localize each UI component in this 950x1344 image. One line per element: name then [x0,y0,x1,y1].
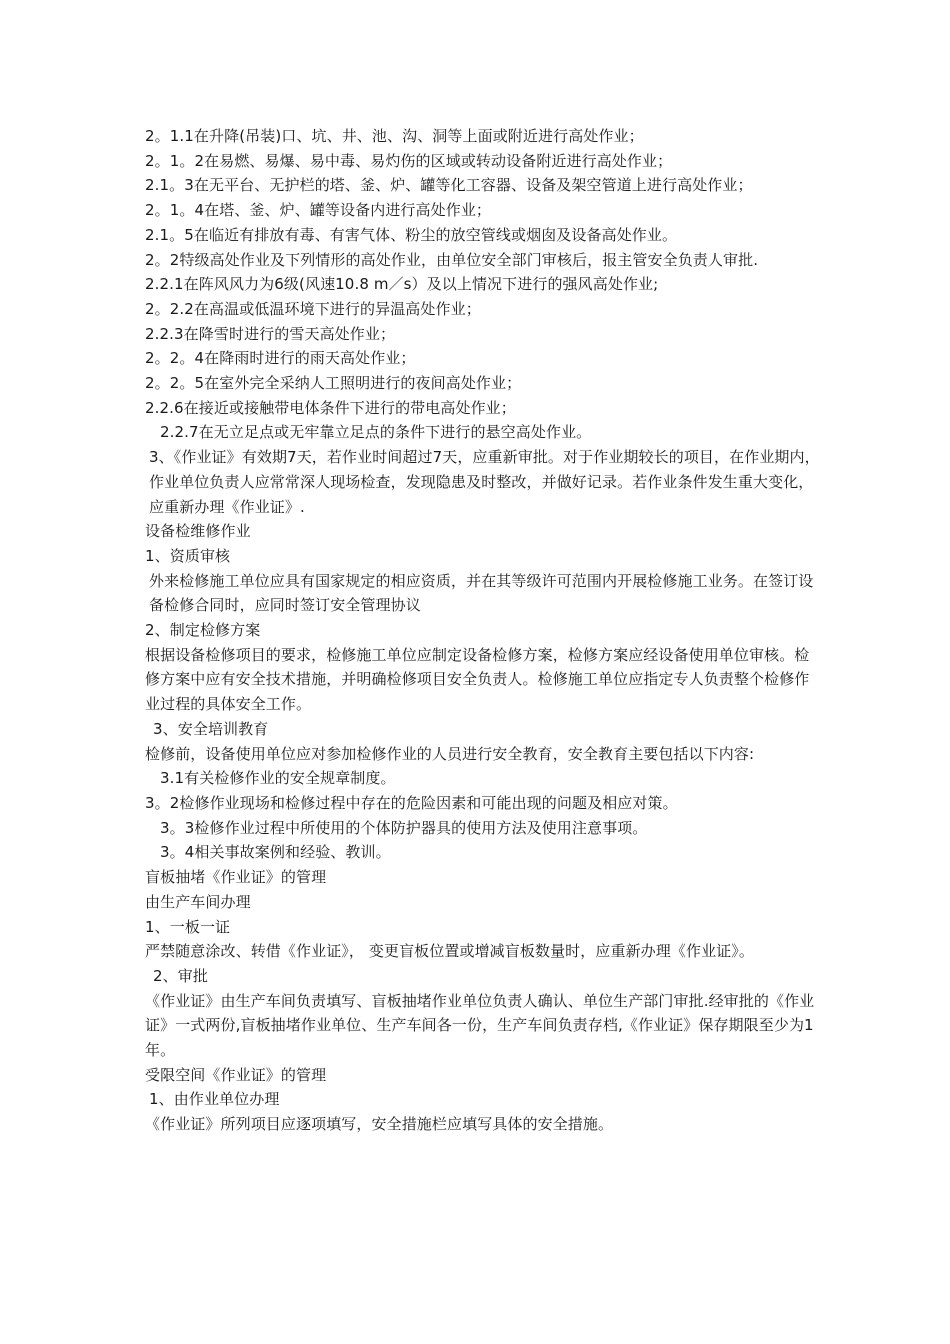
paragraph: 2。1.1在升降(吊装)口、坑、井、池、沟、洞等上面或附近进行高处作业； [145,127,644,145]
paragraph: 3。3检修作业过程中所使用的个体防护器具的使用方法及使用注意事项。 [160,818,648,837]
subheading: 2、审批 [153,966,208,985]
subheading: 1、资质审核 [145,546,231,565]
section-heading: 设备检维修作业 [145,522,251,541]
paragraph: 根据设备检修项目的要求，检修施工单位应制定设备检修方案，检修方案应经设备使用单位审核。检修方案中应有安全技术措施，并明确检修项目安全负责人。检修施工单位应指定专人负责整个检修作业过程的具体安全工作。 [145,645,810,714]
paragraph: 2.1。3在无平台、无护栏的塔、釜、炉、罐等化工容器、设备及架空管道上进行高处作业； [145,176,753,195]
paragraph: 3.1有关检修作业的安全规章制度。 [160,769,396,788]
paragraph: 3。2检修作业现场和检修过程中存在的危险因素和可能出现的问题及相应对策。 [145,793,678,812]
paragraph: 2.2.6在接近或接触带电体条件下进行的带电高处作业； [145,398,516,417]
paragraph: 2。2特级高处作业及下列情形的高处作业，由单位安全部门审核后，报主管安全负责人审批. [145,250,759,269]
paragraph: 2。2。5在室外完全采纳人工照明进行的夜间高处作业； [145,374,522,393]
paragraph: 严禁随意涂改、转借《作业证》， 变更盲板位置或增减盲板数量时，应重新办理《作业证》。 [145,942,754,961]
subheading: 2、制定检修方案 [145,621,261,640]
paragraph: 2.2.7在无立足点或无牢靠立足点的条件下进行的悬空高处作业。 [160,423,592,442]
paragraph: 3。4相关事故案例和经验、教训。 [160,843,391,862]
document-body [145,124,820,1137]
paragraph: 2。2。4在降雨时进行的雨天高处作业； [145,349,416,368]
section-heading: 盲板抽堵《作业证》的管理 [145,868,327,887]
paragraph: 《作业证》由生产车间负责填写、盲板抽堵作业单位负责人确认、单位生产部门审批.经审批的《作业证》一式两份,盲板抽堵作业单位、生产车间各一份，生产车间负责存档,《作业证》保存期限至少为1年。 [145,991,815,1060]
paragraph: 外来检修施工单位应具有国家规定的相应资质，并在其等级许可范围内开展检修施工业务。在签订设备检修合同时，应同时签订安全管理协议 [149,571,814,615]
subheading: 1、由作业单位办理 [149,1090,280,1109]
subheading: 1、一板一证 [145,917,231,936]
paragraph: 3、《作业证》有效期7天，若作业时间超过7天，应重新审批。对于作业期较长的项目，在作业期内，作业单位负责人应常常深人现场检查，发现隐患及时整改，并做好记录。若作业条件发生重大变化，应重新办理《作业证》. [149,448,820,516]
paragraph: 2.2.3在降雪时进行的雪天高处作业； [145,324,396,343]
section-heading: 受限空间《作业证》的管理 [145,1065,327,1084]
paragraph: 由生产车间办理 [145,892,251,911]
paragraph: 2。1。4在塔、釜、炉、罐等设备内进行高处作业； [145,201,492,220]
paragraph: 检修前，设备使用单位应对参加检修作业的人员进行安全教育，安全教育主要包括以下内容: [145,744,755,763]
paragraph: 2.2.1在阵风风力为6级(风速10.8 m／s）及以上情况下进行的强风高处作业; [145,275,659,294]
paragraph: 《作业证》所列项目应逐项填写，安全措施栏应填写具体的安全措施。 [145,1115,614,1134]
subheading: 3、安全培训教育 [153,719,269,738]
paragraph: 2.1。5在临近有排放有毒、有害气体、粉尘的放空管线或烟囱及设备高处作业。 [145,225,678,244]
paragraph: 2。2.2在高温或低温环境下进行的异温高处作业； [145,299,481,318]
paragraph: 2。1。2在易燃、易爆、易中毒、易灼伤的区域或转动设备附近进行高处作业； [145,151,673,170]
